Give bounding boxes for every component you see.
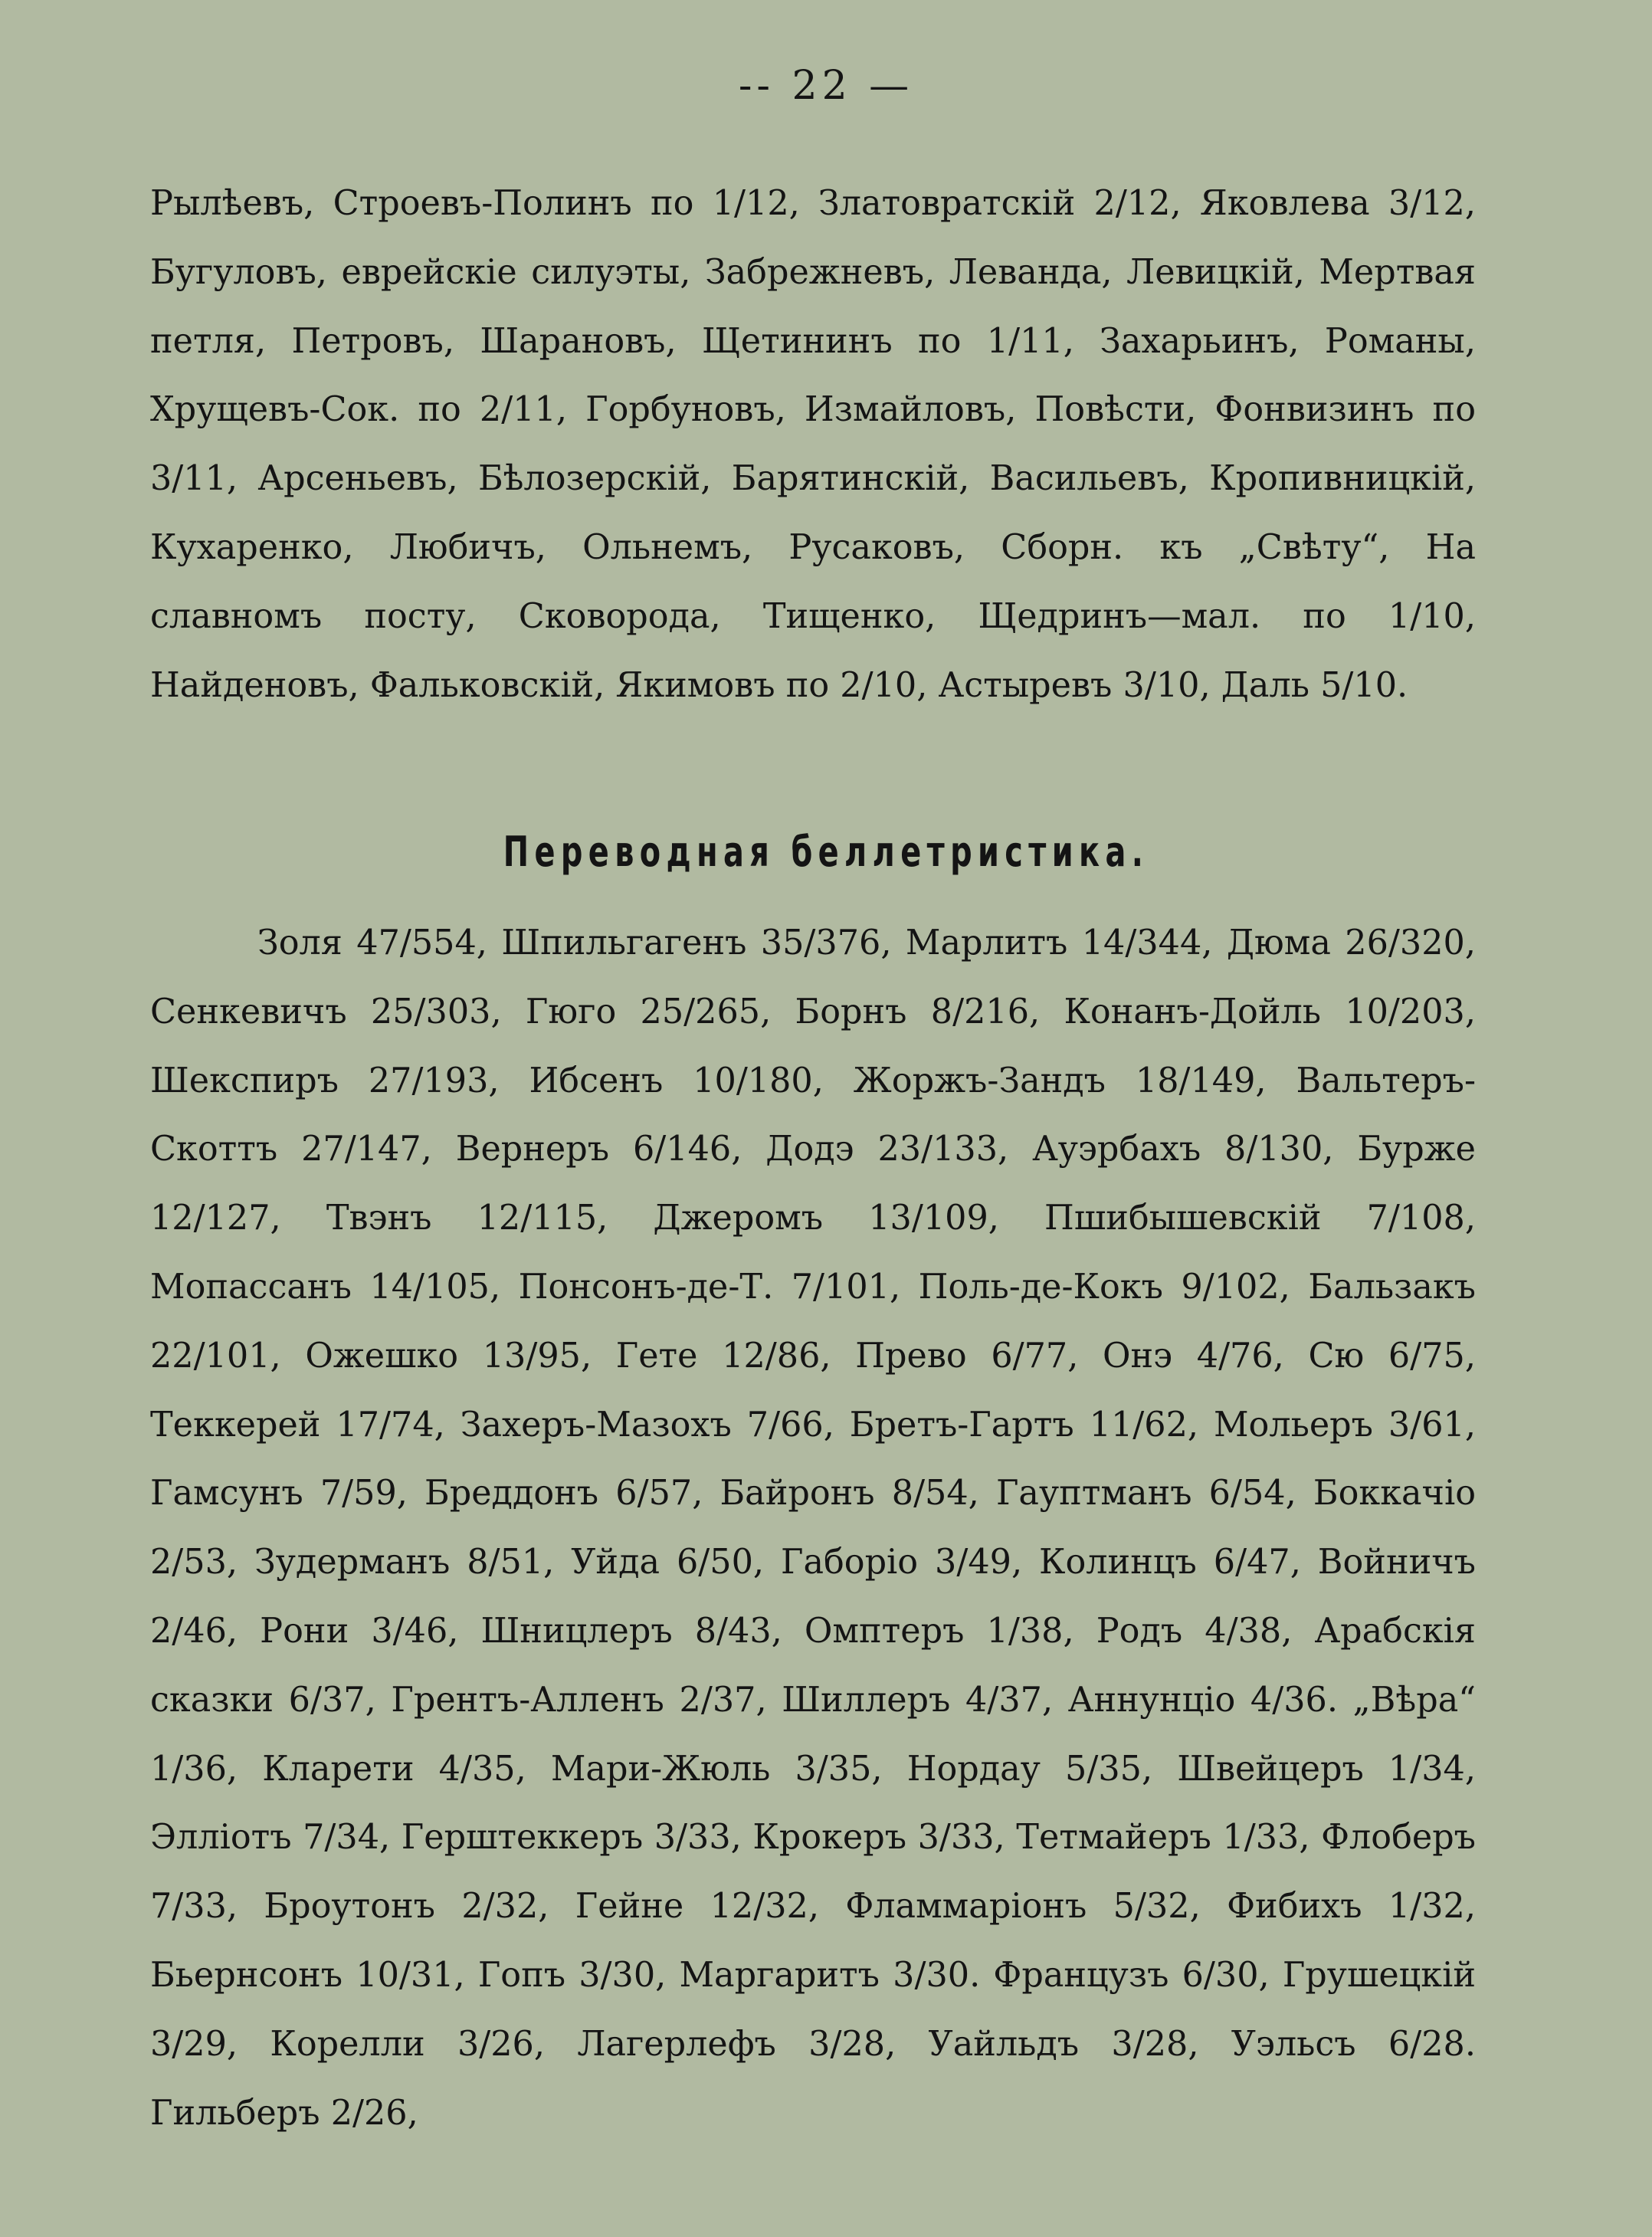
page-number: -- 22 — <box>738 63 914 109</box>
paragraph-russian-authors: Рылѣевъ, Строевъ-Полинъ по 1/12, Златовратскій 2/12, Яковлева 3/12, Бугуловъ, еврейскіе силуэты, Забрежневъ, Леванда, Левицкій, Мертвая петля, Петровъ, Шарановъ, Щетининъ по 1/11, Захарьинъ, Романы, Хрущевъ-Сок. по 2/11, Горбуновъ, Измайловъ, Повѣсти, Фонвизинъ по 3/11, Арсеньевъ, Бѣлозерскій, Барятинскій, Васильевъ, Кропивницкій, Кухаренко, Любичъ, Ольнемъ, Русаковъ, Сборн. къ „Свѣту“, На славномъ посту, Сковорода, Тищенко, Щедринъ—мал. по 1/10, Найденовъ, Фальковскій, Якимовъ по 2/10, Астыревъ 3/10, Даль 5/10. <box>150 184 1476 705</box>
section-heading: Переводная беллетристика. <box>503 828 1149 876</box>
paragraph-translated-fiction: Золя 47/554, Шпильгагенъ 35/376, Марлитъ 14/344, Дюма 26/320, Сенкевичъ 25/303, Гюго 25/265, Борнъ 8/216, Конанъ-Дойль 10/203, Шекспиръ 27/193, Ибсенъ 10/180, Жоржъ-Зандъ 18/149, Вальтеръ-Скоттъ 27/147, Вернеръ 6/146, Додэ 23/133, Ауэрбахъ 8/130, Бурже 12/127, Твэнъ 12/115, Джеромъ 13/109, Пшибышевскій 7/108, Мопассанъ 14/105, Понсонъ-де-Т. 7/101, Поль-де-Кокъ 9/102, Бальзакъ 22/101, Ожешко 13/95, Гете 12/86, Прево 6/77, Онэ 4/76, Сю 6/75, Теккерей 17/74, Захеръ-Мазохъ 7/66, Бретъ-Гартъ 11/62, Мольеръ 3/61, Гамсунъ 7/59, Бреддонъ 6/57, Байронъ 8/54, Гауптманъ 6/54, Боккачіо 2/53, Зудерманъ 8/51, Уйда 6/50, Габоріо 3/49, Колинцъ 6/47, Войничъ 2/46, Рони 3/46, Шницлеръ 8/43, Омптеръ 1/38, Родъ 4/38, Арабскія сказки 6/37, Грентъ-Алленъ 2/37, Шиллеръ 4/37, Аннунціо 4/36. „Вѣра“ 1/36, Кларети 4/35, Мари-Жюль 3/35, Нордау 5/35, Швейцеръ 1/34, Элліотъ 7/34, Герштеккеръ 3/33, Крокеръ 3/33, Тетмайеръ 1/33, Флоберъ 7/33, Броутонъ 2/32, Гейне 12/32, Фламмаріонъ 5/32, Фибихъ 1/32, Бьернсонъ 10/31, Гопъ 3/30, Маргаритъ 3/30. Французъ 6/30, Грушецкій 3/29, Корелли 3/26, Лагерлефъ 3/28, Уайльдъ 3/28, Уэльсъ 6/28. Гильберъ 2/26, <box>150 923 1476 2133</box>
